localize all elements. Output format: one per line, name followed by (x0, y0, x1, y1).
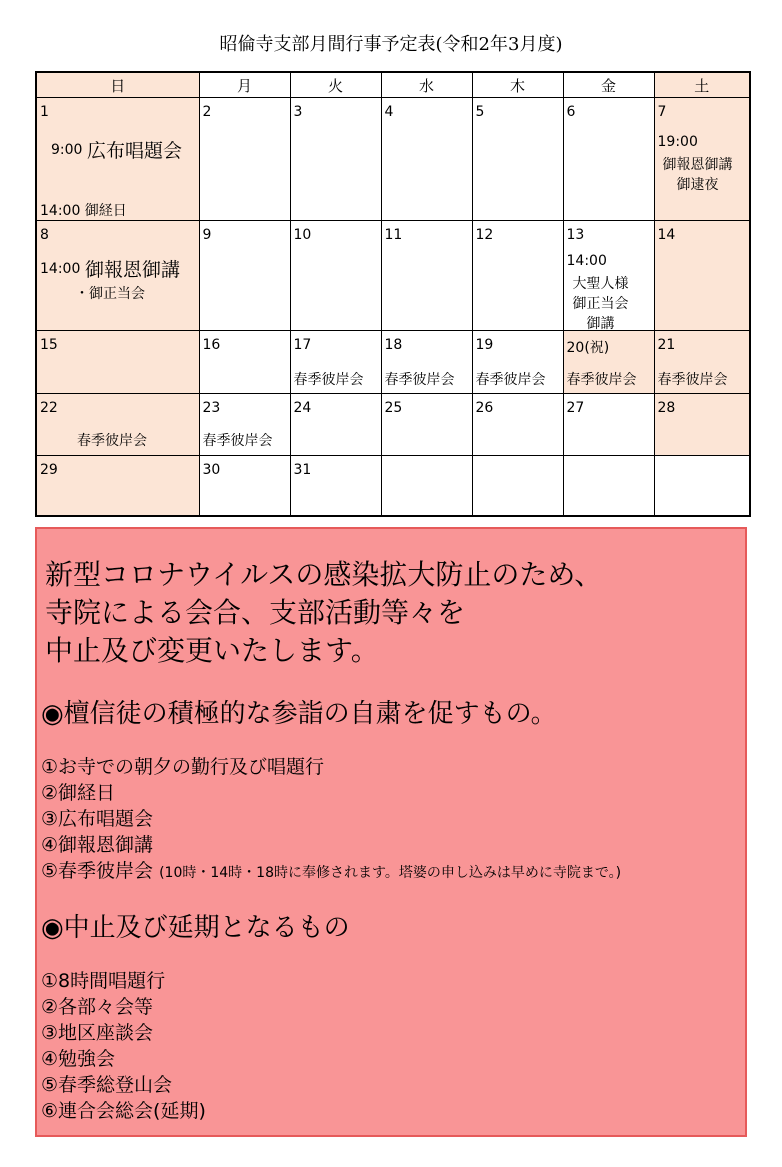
list-item: ④御報恩御講 (41, 834, 154, 856)
day-number: 18 (384, 337, 403, 353)
weekday-mon: 月 (199, 72, 290, 98)
calendar-table (35, 71, 751, 517)
day-number: 30 (202, 462, 221, 478)
day-number: 10 (293, 227, 312, 243)
day-cell (654, 221, 750, 331)
day-number: 6 (566, 104, 576, 120)
day-cell (563, 394, 654, 456)
day-number: 27 (566, 400, 585, 416)
day-cell (654, 456, 750, 516)
day-cell (290, 456, 381, 516)
day-number: 25 (384, 400, 403, 416)
day-number: 8 (40, 227, 49, 243)
day-cell (381, 394, 472, 456)
event-time: 19:00 (657, 134, 698, 150)
weekday-wed: 水 (381, 72, 472, 98)
event-name: 広布唱題会 (87, 140, 183, 162)
event-text: 春季彼岸会 (77, 433, 147, 449)
day-number: 17 (293, 337, 312, 353)
day-number: 19 (475, 337, 494, 353)
day-number: 7 (657, 104, 667, 120)
day-number: 26 (475, 400, 494, 416)
week-row (36, 394, 750, 456)
day-cell (654, 98, 750, 221)
day-cell (654, 394, 750, 456)
day-number: 28 (657, 400, 676, 416)
day-cell (472, 394, 563, 456)
day-cell (563, 221, 654, 331)
day-cell (472, 331, 563, 394)
list-item-label: ⑤春季彼岸会 (41, 860, 154, 882)
event-time: 9:00 (51, 142, 83, 158)
day-cell (381, 456, 472, 516)
day-cell (654, 331, 750, 394)
week-row (36, 456, 750, 516)
day-cell (290, 98, 381, 221)
day-cell (36, 221, 199, 331)
weekday-tue: 火 (290, 72, 381, 98)
weekday-thu: 木 (472, 72, 563, 98)
day-cell (199, 394, 290, 456)
event-text: 春季彼岸会 (202, 433, 273, 449)
day-number: 1 (40, 104, 49, 120)
event-text: 御報恩御講 (662, 157, 733, 173)
day-cell (36, 98, 199, 221)
day-number: 16 (202, 337, 221, 353)
day-number: 15 (40, 337, 58, 353)
list-item: ②各部々会等 (41, 996, 154, 1018)
day-number: 31 (293, 462, 312, 478)
list-item: ③地区座談会 (41, 1022, 154, 1044)
list-item: ②御経日 (41, 782, 116, 804)
day-cell (199, 456, 290, 516)
day-number: 24 (293, 400, 312, 416)
day-cell (563, 98, 654, 221)
page-title: 昭倫寺支部月間行事予定表(令和2年3月度) (219, 34, 563, 55)
day-cell (472, 221, 563, 331)
day-cell (472, 456, 563, 516)
day-cell (36, 331, 199, 394)
weekday-fri: 金 (563, 72, 654, 98)
event-text: 大聖人様 (572, 276, 629, 292)
day-number: 29 (40, 462, 58, 478)
list-item (41, 856, 621, 883)
day-number: 14 (657, 227, 676, 243)
event-text: 春季彼岸会 (293, 372, 364, 388)
day-number: 13 (566, 227, 585, 243)
day-cell (36, 456, 199, 516)
notice-line: 新型コロナウイルスの感染拡大防止のため、 (45, 558, 603, 591)
list-item: ⑥連合会総会(延期) (41, 1100, 206, 1122)
section-heading: ◉檀信徒の積極的な参詣の自粛を促すもの。 (41, 699, 557, 729)
day-cell (290, 221, 381, 331)
event-time: 14:00 (40, 261, 81, 277)
event-text: 御講 (586, 316, 615, 331)
week-row (36, 98, 750, 221)
event-text: 春季彼岸会 (566, 372, 637, 388)
weekday-header-row (36, 72, 750, 98)
list-item-note: (10時・14時・18時に奉修されます。塔婆の申し込みは早めに寺院まで。) (159, 865, 622, 881)
event-text: 春季彼岸会 (384, 372, 455, 388)
day-cell (290, 331, 381, 394)
event-text: 14:00 御経日 (40, 203, 127, 219)
day-cell (199, 98, 290, 221)
event-text: 春季彼岸会 (475, 372, 546, 388)
day-cell (381, 221, 472, 331)
day-cell (472, 98, 563, 221)
day-number: 5 (475, 104, 485, 120)
notice-box (35, 527, 747, 1137)
day-number: 4 (384, 104, 394, 120)
day-cell (36, 394, 199, 456)
day-cell (199, 331, 290, 394)
section-heading: ◉中止及び延期となるもの (41, 913, 350, 943)
list-item: ①お寺での朝夕の勤行及び唱題行 (41, 756, 325, 778)
day-number: 3 (293, 104, 303, 120)
event-name: 御報恩御講 (85, 259, 181, 281)
day-cell (563, 331, 654, 394)
week-row (36, 331, 750, 394)
day-number: 22 (40, 400, 58, 416)
event-time: 14:00 (566, 253, 607, 269)
day-number: 11 (384, 227, 403, 243)
day-number: 21 (657, 337, 676, 353)
list-item: ①8時間唱題行 (41, 970, 166, 992)
day-number: 20(祝) (566, 340, 610, 356)
notice-line: 寺院による会合、支部活動等々を (45, 596, 466, 629)
day-cell (381, 98, 472, 221)
day-cell (381, 331, 472, 394)
event-text: 御正当会 (572, 296, 629, 312)
list-item: ④勉強会 (41, 1048, 116, 1070)
day-number: 9 (202, 227, 212, 243)
weekday-sat: 土 (654, 72, 750, 98)
day-number: 23 (202, 400, 221, 416)
list-item: ⑤春季総登山会 (41, 1074, 173, 1096)
weekday-sun: 日 (36, 72, 199, 98)
list-item: ③広布唱題会 (41, 808, 154, 830)
week-row (36, 221, 750, 331)
notice-line: 中止及び変更いたします。 (45, 634, 379, 667)
event-text: ・御正当会 (75, 286, 145, 302)
event-text: 御逮夜 (676, 177, 719, 193)
day-number: 2 (202, 104, 212, 120)
event-text: 春季彼岸会 (657, 372, 728, 388)
day-cell (199, 221, 290, 331)
day-cell (563, 456, 654, 516)
day-number: 12 (475, 227, 494, 243)
day-cell (290, 394, 381, 456)
